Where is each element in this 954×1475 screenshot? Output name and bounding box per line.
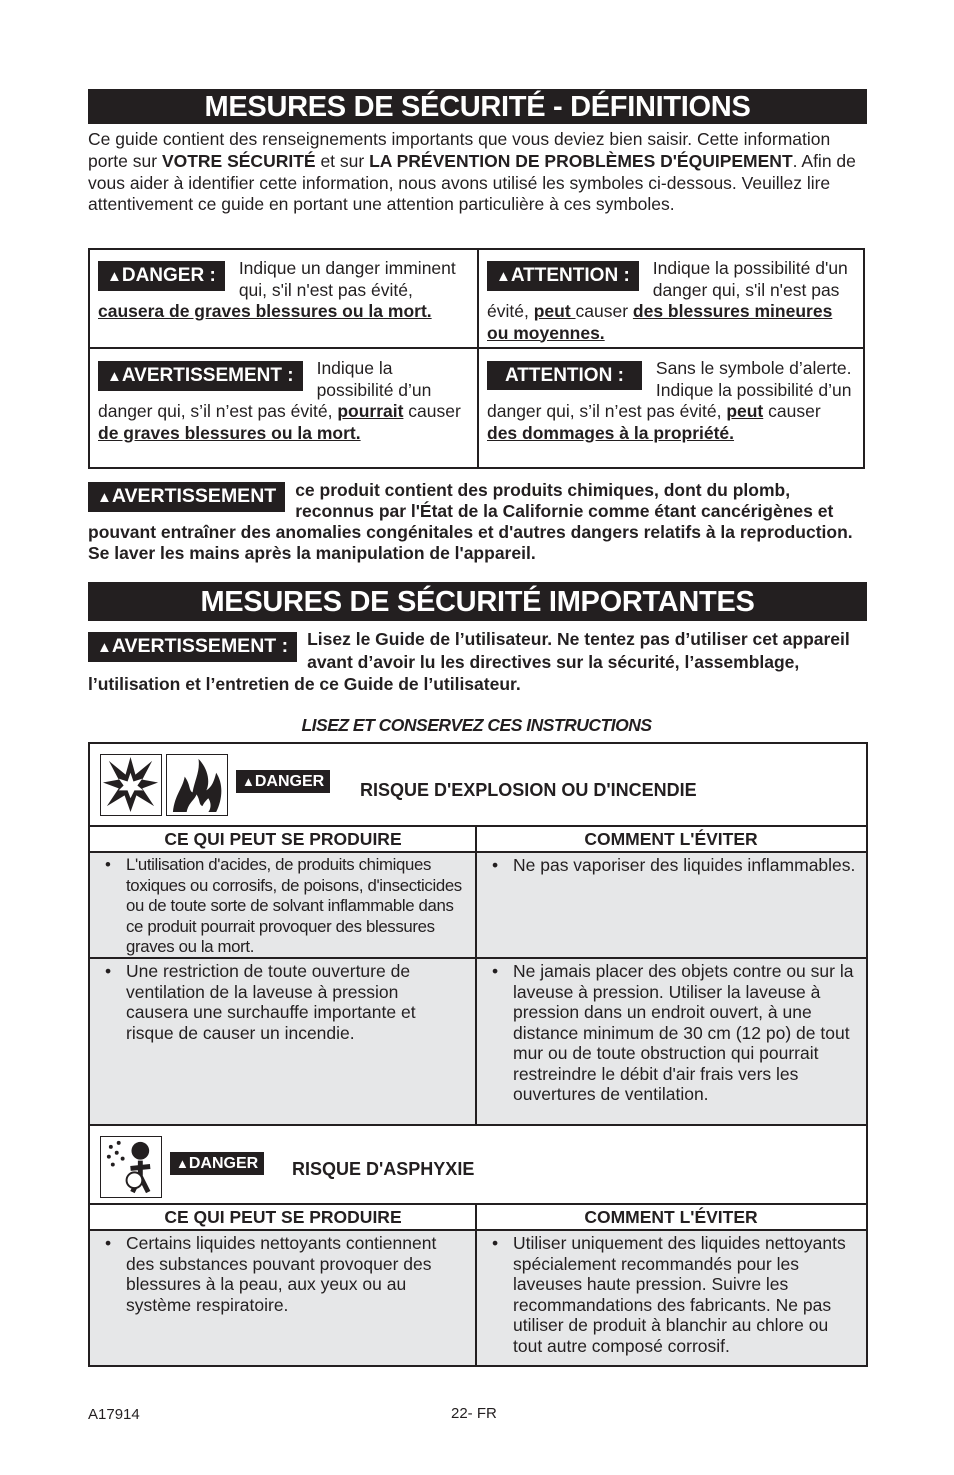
hazard-title: RISQUE D'EXPLOSION OU D'INCENDIE — [360, 780, 697, 800]
table-row-prevention: • Utiliser uniquement des liquides nettoyants spécialement recommandés pour les laveuses haute pression. Suivre les recommandations des fabricants. Ne pas utiliser de produit à blanchir au chlore ou tout autre composé corrosif. — [477, 1231, 866, 1365]
hazard-table-explosion-fire — [88, 742, 868, 1126]
danger-label: ▲DANGER : — [98, 261, 225, 291]
attention-alert-label: ▲ATTENTION : — [487, 261, 639, 291]
table-row-prevention: • Ne jamais placer des objets contre ou sur la laveuse à pression. Utiliser la laveuse à pression dans un endroit ouvert, à une distance minimum de 30 cm (12 po) de tout mur ou de toute obstruction qui pourrait restreindre le débit d'air frais vers les ouvertures de ventilation. — [477, 959, 866, 1124]
intro-paragraph: Ce guide contient des renseignements importants que vous deviez bien saisir. Cette information porte sur VOTRE SÉCURITÉ et sur LA PRÉVENTION DE PROBLÈMES D'ÉQUIPEMENT. Afin de vous aider à identifier cette information, nous avons utilisé les symboles ci-dessous. Veuillez lire attentivement ce guide en portant une attention particulière à ces symboles. — [88, 129, 856, 215]
table-row-cause: • Une restriction de toute ouverture de ventilation de la laveuse à pression causera une surchauffe importante et risque de causer un incendie. — [90, 959, 475, 1124]
warning-triangle-icon: ▲ — [242, 774, 255, 789]
definition-attention-alert: ▲ATTENTION : Indique la possibilité d'un danger qui, s'il n'est pas évité, peut causer des blessures mineures ou moyennes. — [487, 258, 848, 343]
toxic-fumes-icon — [100, 1136, 162, 1198]
document-code: A17914 — [88, 1406, 140, 1423]
column-header-cause: CE QUI PEUT SE PRODUIRE — [164, 1207, 402, 1227]
danger-label: ▲DANGER — [236, 770, 330, 793]
hazard-table-asphyxia — [88, 1124, 868, 1367]
keep-instructions-note: LISEZ ET CONSERVEZ CES INSTRUCTIONS — [301, 715, 652, 735]
fire-icon — [166, 754, 228, 816]
section-title-important: MESURES DE SÉCURITÉ IMPORTANTES — [88, 582, 867, 621]
danger-label: ▲DANGER — [170, 1152, 264, 1175]
prop65-warning: ▲AVERTISSEMENT ce produit contient des produits chimiques, dont du plomb, reconnus par l'État de la Californie comme étant cancérigènes et pouvant entraîner des anomalies congénitales et d'autres dangers relatifs à la reproduction. Se laver les mains après la manipulation de l'appareil. — [88, 480, 853, 563]
warning-triangle-icon: ▲ — [107, 368, 122, 385]
read-manual-warning: ▲AVERTISSEMENT : Lisez le Guide de l’utilisateur. Ne tentez pas d’utiliser cet appareil avant d’avoir lu les directives sur la sécurité, l’assemblage, l’utilisation et l’entretien de ce Guide de l’utilisateur. — [88, 629, 850, 694]
table-row-cause: • L'utilisation d'acides, de produits chimiques toxiques ou corrosifs, de poisons, d'insecticides ou de toute sorte de solvant inflammable dans ce produit pourrait provoquer des blessures graves ou la mort. — [90, 853, 475, 957]
attention-plain-label: ATTENTION : — [487, 361, 642, 390]
signal-word-definitions — [88, 248, 865, 469]
explosion-icon — [100, 754, 162, 816]
definition-danger: ▲DANGER : Indique un danger imminent qui, s'il n'est pas évité, causera de graves blessures ou la mort. — [98, 258, 456, 321]
avertissement-label: ▲AVERTISSEMENT : — [98, 361, 303, 391]
table-row-prevention: • Ne pas vaporiser des liquides inflammables. — [477, 853, 866, 957]
warning-triangle-icon: ▲ — [107, 268, 122, 285]
column-header-prevention: COMMENT L'ÉVITER — [584, 1207, 758, 1227]
column-header-prevention: COMMENT L'ÉVITER — [584, 829, 758, 849]
warning-triangle-icon: ▲ — [97, 489, 112, 506]
definition-attention-plain: ATTENTION : Sans le symbole d’alerte. Indique la possibilité d’un danger qui, s’il n’est pas évité, peut causer des dommages à la propriété. — [487, 358, 852, 443]
section-title-definitions: MESURES DE SÉCURITÉ - DÉFINITIONS — [88, 89, 867, 124]
warning-triangle-icon: ▲ — [496, 268, 511, 285]
warning-triangle-icon: ▲ — [97, 639, 112, 656]
page-number: 22- FR — [451, 1405, 497, 1422]
hazard-title: RISQUE D'ASPHYXIE — [292, 1159, 475, 1179]
avertissement-label: ▲AVERTISSEMENT : — [88, 632, 297, 662]
table-row-cause: • Certains liquides nettoyants contiennent des substances pouvant provoquer des blessures à la peau, aux yeux ou au système respiratoire. — [90, 1231, 475, 1365]
column-header-cause: CE QUI PEUT SE PRODUIRE — [164, 829, 402, 849]
avertissement-label: ▲AVERTISSEMENT — [88, 482, 285, 512]
warning-triangle-icon: ▲ — [176, 1156, 189, 1171]
definition-avertissement: ▲AVERTISSEMENT : Indique la possibilité d’un danger qui, s’il n’est pas évité, pourrait causer de graves blessures ou la mort. — [98, 358, 461, 443]
